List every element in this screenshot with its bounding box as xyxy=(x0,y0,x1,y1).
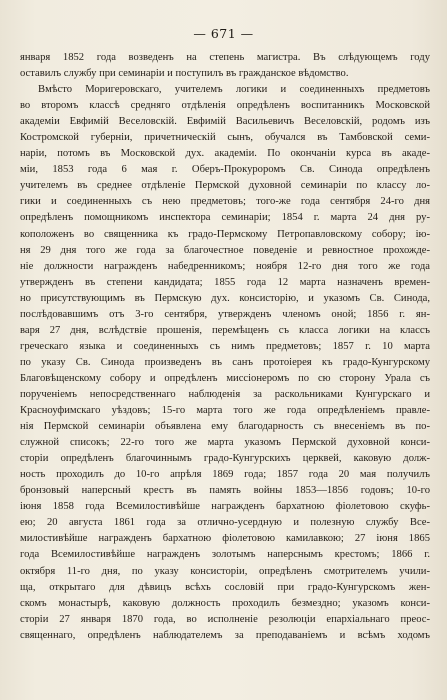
text-line: бронзовый наперсный крестъ въ память войны 1853—1856 годовъ; 10-го xyxy=(20,485,430,497)
body-text xyxy=(20,50,430,644)
text-line: священнаго, опредѣленъ наблюдателемъ за преподаванiемъ и всѣмъ ходомъ xyxy=(20,629,430,641)
text-line: скомъ монастырѣ, каковую должность проходилъ безмездно; указомъ конси- xyxy=(20,597,430,609)
text-line: опредѣленъ помощникомъ инспектора семинарiи; 1854 г. марта 24 дня ру- xyxy=(20,212,430,224)
text-line: утвержденъ въ степени кандидата; 1855 года 12 марта назначенъ времен- xyxy=(20,276,430,288)
text-line: Красноуфимскаго уѣздовъ; 15-го марта того же года опредѣленiемъ правле- xyxy=(20,405,430,417)
text-line: варя 27 дня, вслѣдствiе прошенiя, перемѣщенъ съ класса логики на классъ xyxy=(20,324,430,336)
text-line: по указу Св. Синода произведенъ въ санъ протоiерея къ градо-Кунгурскому xyxy=(20,356,430,368)
text-line: оставилъ службу при семинарiи и поступилъ въ гражданское вѣдомство. xyxy=(20,68,349,80)
text-line: ща, открытаго для дѣвицъ всѣхъ сословiй при градо-Кунгурскомъ жен- xyxy=(20,581,430,593)
text-line: октября 11-го дня, по указу консисторiи, опредѣленъ смотрителемъ учили- xyxy=(20,565,430,577)
text-line: греческаго языка и соединенныхъ съ нимъ предметовъ; 1857 г. 10 марта xyxy=(20,340,430,352)
text-line: учителемъ въ среднее отдѣленiе Пермской духовной семинарiи по классу ло- xyxy=(20,180,430,192)
text-line: нарiи, потомъ въ Московской дух. академiи. По окончанiи курса въ акаде- xyxy=(20,148,430,160)
text-line: порученiемъ непосредственнаго наблюденiя за раскольниками Кунгурскаго и xyxy=(20,388,430,400)
page-number: — 671 — xyxy=(193,26,254,41)
text-line: нiе должности награжденъ набедренникомъ; ноября 12-го дня того же года xyxy=(20,260,430,272)
text-line: Вмѣсто Моригеровскаго, учителемъ логики и соединенныхъ предметовъ xyxy=(38,84,430,96)
text-line: академiи Евфимiй Веселовскiй. Евфимiй Васильевичъ Веселовскiй, родомъ изъ xyxy=(20,116,430,128)
text-line: сторiи 27 января 1870 года, во исполненiе резолюцiи епархiальнаго преос- xyxy=(20,613,430,625)
text-line: но присутствующимъ въ Пермскую дух. консисторiю, и указомъ Св. Синода, xyxy=(20,292,430,304)
text-line: iюня 1858 года Всемилостивѣйше награжденъ бархатною фiолетовою скуфь- xyxy=(20,501,430,513)
text-line: послѣдовавшимъ отъ 3-го сентября, утвержденъ членомъ оной; 1856 г. ян- xyxy=(20,308,430,320)
text-line: гики и соединенныхъ съ нею предметовъ; того-же года сентября 24-го дня xyxy=(20,196,430,208)
text-line: ею; 20 августа 1861 года за отлично-усердную и полезную службу Все- xyxy=(20,517,430,529)
text-line: ность проходилъ до 10-го апрѣля 1869 года; 1857 года 20 мая получилъ xyxy=(20,469,430,481)
text-line: милостивѣйше награжденъ бархатною фiолетовою камилавкою; 27 iюня 1865 xyxy=(20,533,430,545)
text-line: коположенъ во священника къ градо-Пермскому Петропавловскому собору; iю- xyxy=(20,228,430,240)
text-line: Благовѣщенскому собору и опредѣленъ миссiонеромъ по сю сторону Урала съ xyxy=(20,372,430,384)
text-line: года Всемилостивѣйше награжденъ золотымъ наперснымъ крестомъ; 1866 г. xyxy=(20,549,430,561)
text-line: во второмъ классѣ средняго отдѣленiя опредѣленъ воспитанникъ Московской xyxy=(20,100,430,112)
text-line: января 1852 года возведенъ на степень магистра. Въ слѣдующемъ году xyxy=(20,52,430,63)
text-line: нiя Пермской семинарiи объявлена ему благодарность съ внесенiемъ въ по- xyxy=(20,421,430,433)
text-line: Костромской губернiи, причетническiй сынъ, обучался въ Тамбовской семи- xyxy=(20,132,430,144)
text-line: служной списокъ; 22-го того же марта указомъ Пермской духовной конси- xyxy=(20,437,430,449)
text-line: сторiи опредѣленъ благочиннымъ градо-Кунгурскихъ церквей, каковую долж- xyxy=(20,453,430,465)
text-line: ня 29 дня того же года за благочестное поведенiе и ревностное прохожде- xyxy=(20,244,430,256)
text-line: мiи, 1853 года 6 мая г. Оберъ-Прокуроромъ Св. Синода опредѣленъ xyxy=(20,164,430,176)
